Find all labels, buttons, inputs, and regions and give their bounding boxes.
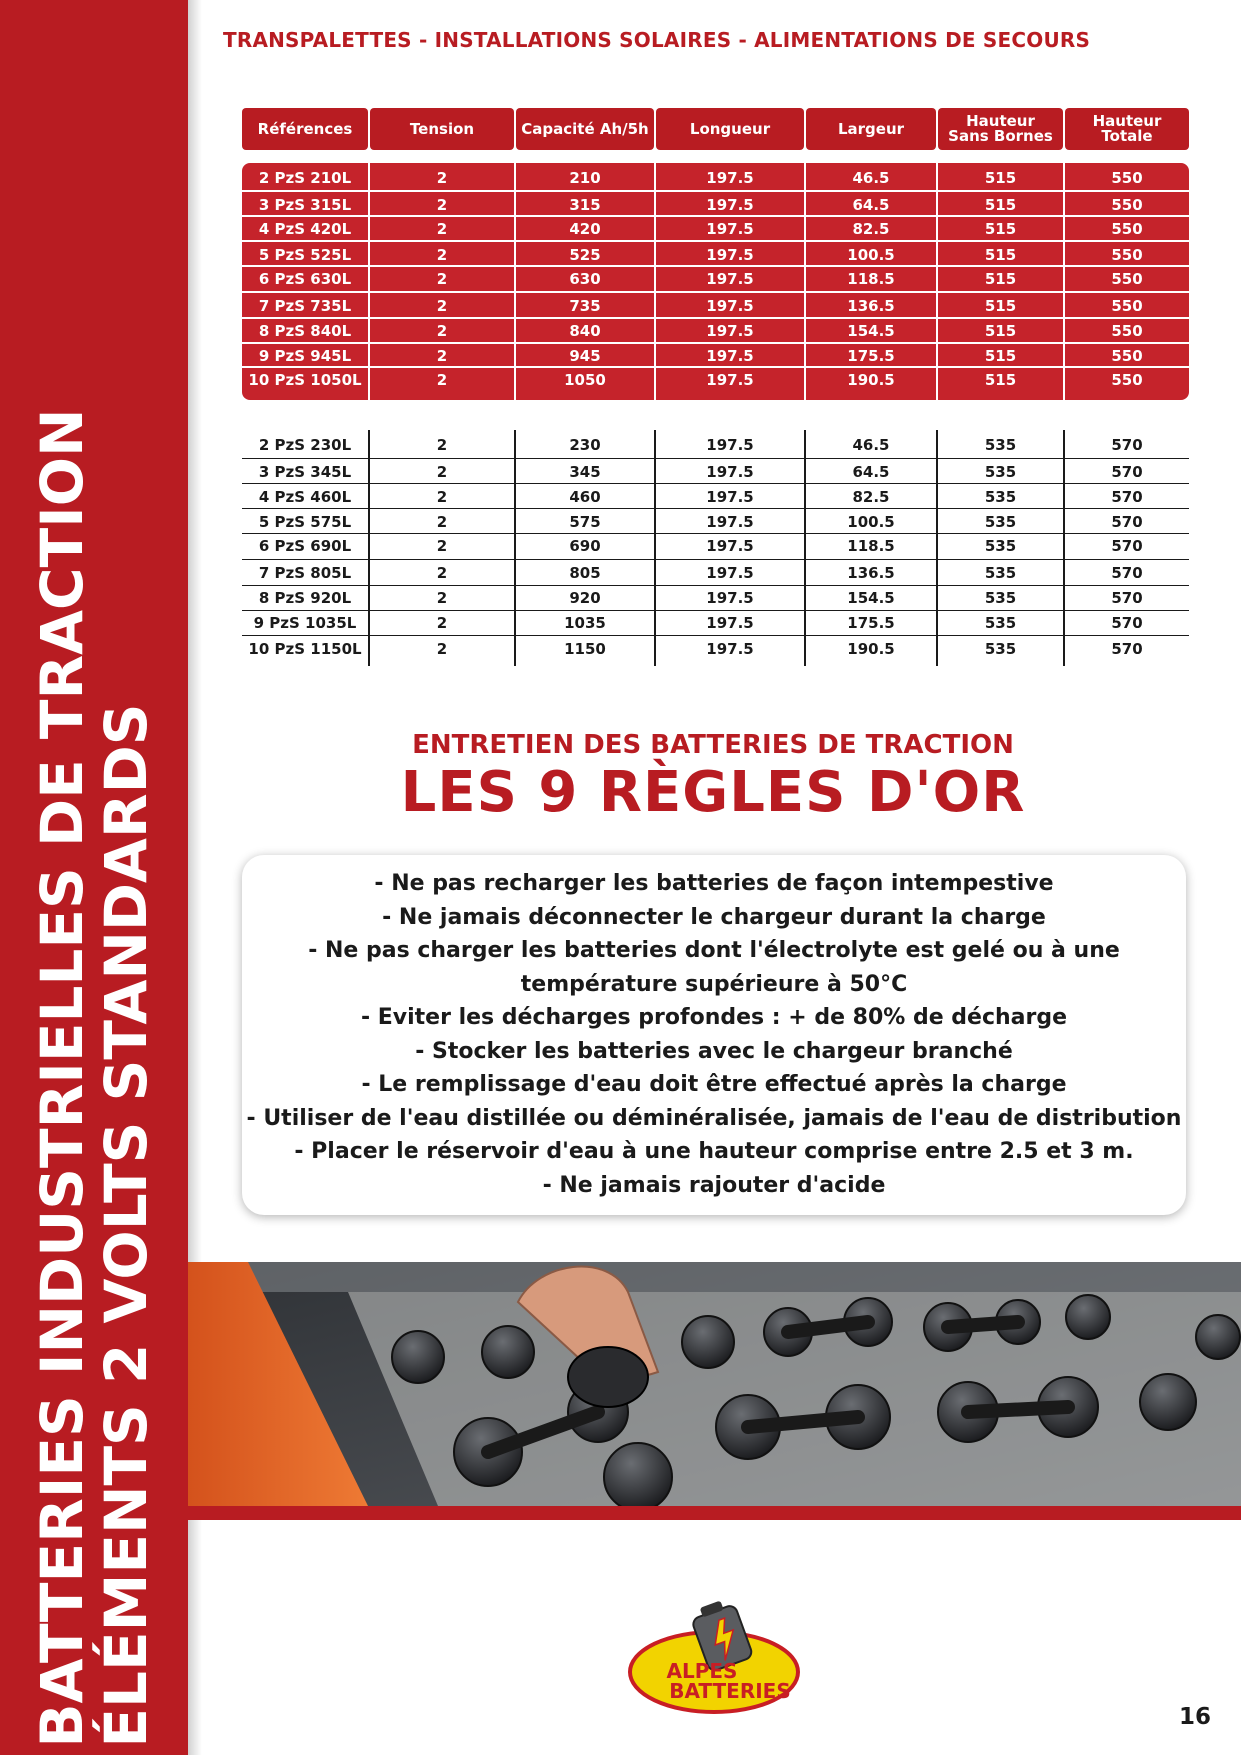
table-cell: 197.5 [706, 463, 754, 481]
table-cell: 550 [1111, 220, 1143, 238]
table-cell: 197.5 [706, 371, 754, 389]
row-separator [242, 508, 1189, 509]
row-separator [242, 585, 1189, 586]
table-cell: 535 [984, 589, 1017, 607]
table-cell: 2 [436, 246, 448, 264]
table-row [242, 167, 1189, 189]
rule-item: - Eviter les décharges profondes : + de 80% de décharge [360, 1005, 1068, 1030]
row-separator [242, 342, 1189, 344]
table-cell: 197.5 [706, 196, 754, 214]
table-cell: 920 [569, 589, 601, 607]
header-cell-text: Hauteur [966, 112, 1035, 130]
table-cell: 535 [984, 614, 1017, 632]
table-cell: 570 [1111, 488, 1143, 506]
row-separator [242, 610, 1189, 611]
header-cell-text: Longueur [689, 119, 771, 138]
table-cell: 197.5 [706, 537, 754, 555]
battery-photo [188, 1262, 1241, 1506]
table-cell: 7 PzS 805L [258, 564, 352, 582]
table-cell: 8 PzS 920L [258, 589, 352, 607]
table-cell: 6 PzS 630L [258, 270, 352, 288]
side-title-line1: BATTERIES INDUSTRIELLES DE TRACTION [28, 408, 96, 1748]
table-cell: 2 [436, 463, 448, 481]
rule-item: - Ne jamais déconnecter le chargeur durant la charge [382, 904, 1046, 930]
table-cell: 2 [436, 564, 448, 582]
table-cell: 570 [1111, 436, 1143, 454]
logo-graphic [628, 1600, 802, 1716]
table-cell: 2 [436, 640, 448, 658]
table-row [242, 295, 1189, 317]
table-cell: 9 PzS 945L [258, 347, 352, 365]
header-cell-text: Largeur [837, 119, 905, 138]
rules-box [242, 855, 1186, 1215]
table-cell: 210 [569, 169, 601, 187]
table-cell: 136.5 [847, 297, 895, 315]
table-cell: 2 [436, 169, 448, 187]
table-cell: 570 [1111, 589, 1143, 607]
logo-text-line2: BATTERIES [669, 1679, 791, 1703]
table-cell: 82.5 [852, 220, 890, 238]
table-cell: 175.5 [847, 614, 895, 632]
table-cell: 197.5 [706, 169, 754, 187]
table-cell: 515 [984, 270, 1017, 288]
table-cell: 570 [1111, 564, 1143, 582]
table-cell: 735 [569, 297, 601, 315]
table-cell: 945 [569, 347, 601, 365]
table-cell: 5 PzS 575L [258, 513, 352, 531]
table-cell: 230 [569, 436, 601, 454]
table-cell: 4 PzS 420L [258, 220, 352, 238]
rule-item: - Utiliser de l'eau distillée ou déminéralisée, jamais de l'eau de distribution [246, 1105, 1182, 1131]
table-cell: 570 [1111, 614, 1143, 632]
table-cell: 515 [984, 246, 1017, 264]
table-cell: 175.5 [847, 347, 895, 365]
row-separator [242, 240, 1189, 242]
table-plain-section [242, 430, 1189, 666]
table-row [242, 587, 1189, 609]
table-row [242, 434, 1189, 456]
table-cell: 2 [436, 220, 448, 238]
rule-item: - Placer le réservoir d'eau à une hauteur comprise entre 2.5 et 3 m. [294, 1139, 1134, 1164]
table-row [242, 268, 1189, 290]
table-cell: 550 [1111, 371, 1143, 389]
table-cell: 515 [984, 220, 1017, 238]
table-row [242, 194, 1189, 216]
table-cell: 197.5 [706, 513, 754, 531]
table-row [242, 320, 1189, 342]
table-cell: 197.5 [706, 220, 754, 238]
table-cell: 2 [436, 297, 448, 315]
table-cell: 575 [569, 513, 601, 531]
alpes-batteries-logo [628, 1600, 802, 1716]
table-cell: 197.5 [706, 589, 754, 607]
side-title-line2: ÉLÉMENTS 2 VOLTS STANDARDS [92, 703, 160, 1748]
header-cell [1065, 108, 1189, 150]
table-cell: 630 [569, 270, 601, 288]
table-cell: 9 PzS 1035L [253, 614, 357, 632]
table-cell: 118.5 [847, 537, 895, 555]
page-number: 16 [1178, 1704, 1211, 1730]
table-cell: 550 [1111, 297, 1143, 315]
table-cell: 1150 [564, 640, 606, 658]
battery-photo-illustration [188, 1262, 1241, 1506]
header-cell [806, 108, 936, 150]
table-cell: 8 PzS 840L [258, 322, 352, 340]
row-separator [242, 291, 1189, 293]
rule-item: - Ne pas charger les batteries dont l'électrolyte est gelé ou à une [308, 938, 1120, 963]
table-row [242, 638, 1189, 660]
table-cell: 515 [984, 371, 1017, 389]
table-cell: 64.5 [852, 196, 890, 214]
table-cell: 550 [1111, 246, 1143, 264]
table-row [242, 511, 1189, 533]
table-row [242, 535, 1189, 557]
table-cell: 535 [984, 640, 1017, 658]
table-cell: 118.5 [847, 270, 895, 288]
table-cell: 1050 [564, 371, 606, 389]
header-cell [656, 108, 804, 150]
table-cell: 840 [569, 322, 601, 340]
table-cell: 535 [984, 513, 1017, 531]
table-cell: 2 [436, 270, 448, 288]
table-cell: 550 [1111, 347, 1143, 365]
table-cell: 2 [436, 614, 448, 632]
row-separator [242, 635, 1189, 636]
table-cell: 515 [984, 297, 1017, 315]
table-cell: 535 [984, 564, 1017, 582]
table-cell: 10 PzS 1150L [248, 640, 362, 658]
table-cell: 570 [1111, 537, 1143, 555]
table-cell: 515 [984, 196, 1017, 214]
header-cell-text: Hauteur [1092, 112, 1162, 130]
table-cell: 6 PzS 690L [258, 537, 352, 555]
table-cell: 3 PzS 315L [258, 196, 352, 214]
table-cell: 197.5 [706, 488, 754, 506]
table-red-section [242, 163, 1189, 400]
table-cell: 460 [569, 488, 601, 506]
table-cell: 550 [1111, 322, 1143, 340]
row-separator [242, 317, 1189, 319]
header-cell-text: Références [257, 119, 353, 138]
table-cell: 805 [569, 564, 601, 582]
header-cell [242, 108, 368, 150]
table-cell: 7 PzS 735L [258, 297, 352, 315]
table-cell: 2 [436, 513, 448, 531]
table-cell: 197.5 [706, 640, 754, 658]
row-separator [242, 533, 1189, 534]
photo-red-underline [188, 1506, 1241, 1520]
header-cell-text: Capacité Ah/5h [521, 119, 649, 138]
side-title [30, 408, 158, 1747]
table-cell: 515 [984, 322, 1017, 340]
rules-list [242, 867, 1186, 1202]
logo-text-line1: ALPES [666, 1659, 738, 1683]
table-row [242, 218, 1189, 240]
table-row [242, 244, 1189, 266]
table-row [242, 461, 1189, 483]
table-cell: 525 [569, 246, 601, 264]
table-cell: 515 [984, 347, 1017, 365]
table-cell: 570 [1111, 513, 1143, 531]
table-cell: 197.5 [706, 246, 754, 264]
header-cell-text: Sans Bornes [948, 127, 1053, 145]
rule-item: température supérieure à 50°C [520, 971, 908, 997]
table-cell: 2 [436, 322, 448, 340]
row-separator [242, 559, 1189, 560]
table-cell: 46.5 [852, 169, 890, 187]
table-cell: 154.5 [847, 589, 895, 607]
rule-item: - Stocker les batteries avec le chargeur branché [415, 1038, 1013, 1064]
table-header [242, 108, 1189, 150]
table-cell: 570 [1111, 640, 1143, 658]
header-cell [516, 108, 654, 150]
table-cell: 5 PzS 525L [258, 246, 352, 264]
table-cell: 570 [1111, 463, 1143, 481]
table-row [242, 562, 1189, 584]
table-cell: 550 [1111, 270, 1143, 288]
table-cell: 197.5 [706, 347, 754, 365]
header-cell [938, 108, 1063, 150]
table-cell: 197.5 [706, 614, 754, 632]
table-cell: 82.5 [852, 488, 890, 506]
table-cell: 420 [569, 220, 601, 238]
table-cell: 197.5 [706, 564, 754, 582]
rule-item: - Ne jamais rajouter d'acide [542, 1172, 886, 1198]
table-cell: 345 [569, 463, 601, 481]
table-cell: 515 [984, 169, 1017, 187]
top-heading: TRANSPALETTES - INSTALLATIONS SOLAIRES - ALIMENTATIONS DE SECOURS [223, 28, 1091, 52]
rule-item: - Ne pas recharger les batteries de façon intempestive [374, 871, 1054, 896]
table-cell: 2 [436, 436, 448, 454]
table-cell: 46.5 [852, 436, 890, 454]
row-separator [242, 458, 1189, 459]
header-cell-text: Totale [1101, 127, 1153, 145]
table-cell: 2 [436, 589, 448, 607]
table-cell: 2 [436, 488, 448, 506]
table-cell: 2 [436, 537, 448, 555]
table-cell: 197.5 [706, 322, 754, 340]
table-row [242, 345, 1189, 367]
table-row [242, 486, 1189, 508]
table-cell: 190.5 [847, 640, 895, 658]
table-cell: 4 PzS 460L [258, 488, 352, 506]
table-cell: 315 [569, 196, 601, 214]
table-cell: 2 PzS 230L [258, 436, 352, 454]
rule-item: - Le remplissage d'eau doit être effectué après la charge [361, 1072, 1067, 1097]
table-cell: 197.5 [706, 270, 754, 288]
table-cell: 190.5 [847, 371, 895, 389]
row-separator [242, 190, 1189, 192]
table-cell: 10 PzS 1050L [248, 371, 362, 389]
table-cell: 2 [436, 196, 448, 214]
table-cell: 100.5 [847, 513, 895, 531]
table-cell: 535 [984, 488, 1017, 506]
table-cell: 550 [1111, 169, 1143, 187]
table-cell: 535 [984, 537, 1017, 555]
header-cell [370, 108, 514, 150]
table-cell: 136.5 [847, 564, 895, 582]
table-cell: 2 [436, 347, 448, 365]
maintenance-title: LES 9 RÈGLES D'OR [400, 760, 1026, 825]
table-cell: 550 [1111, 196, 1143, 214]
table-cell: 2 PzS 210L [258, 169, 352, 187]
table-cell: 2 [436, 371, 448, 389]
table-cell: 1035 [564, 614, 606, 632]
maintenance-subtitle: ENTRETIEN DES BATTERIES DE TRACTION [412, 730, 1014, 760]
header-cell-text: Tension [409, 119, 475, 138]
table-cell: 197.5 [706, 297, 754, 315]
table-row [242, 369, 1189, 391]
table-cell: 535 [984, 463, 1017, 481]
table-cell: 154.5 [847, 322, 895, 340]
table-cell: 197.5 [706, 436, 754, 454]
table-row [242, 612, 1189, 634]
table-cell: 3 PzS 345L [258, 463, 352, 481]
table-cell: 690 [569, 537, 601, 555]
table-cell: 535 [984, 436, 1017, 454]
table-cell: 100.5 [847, 246, 895, 264]
table-cell: 64.5 [852, 463, 890, 481]
row-separator [242, 483, 1189, 484]
